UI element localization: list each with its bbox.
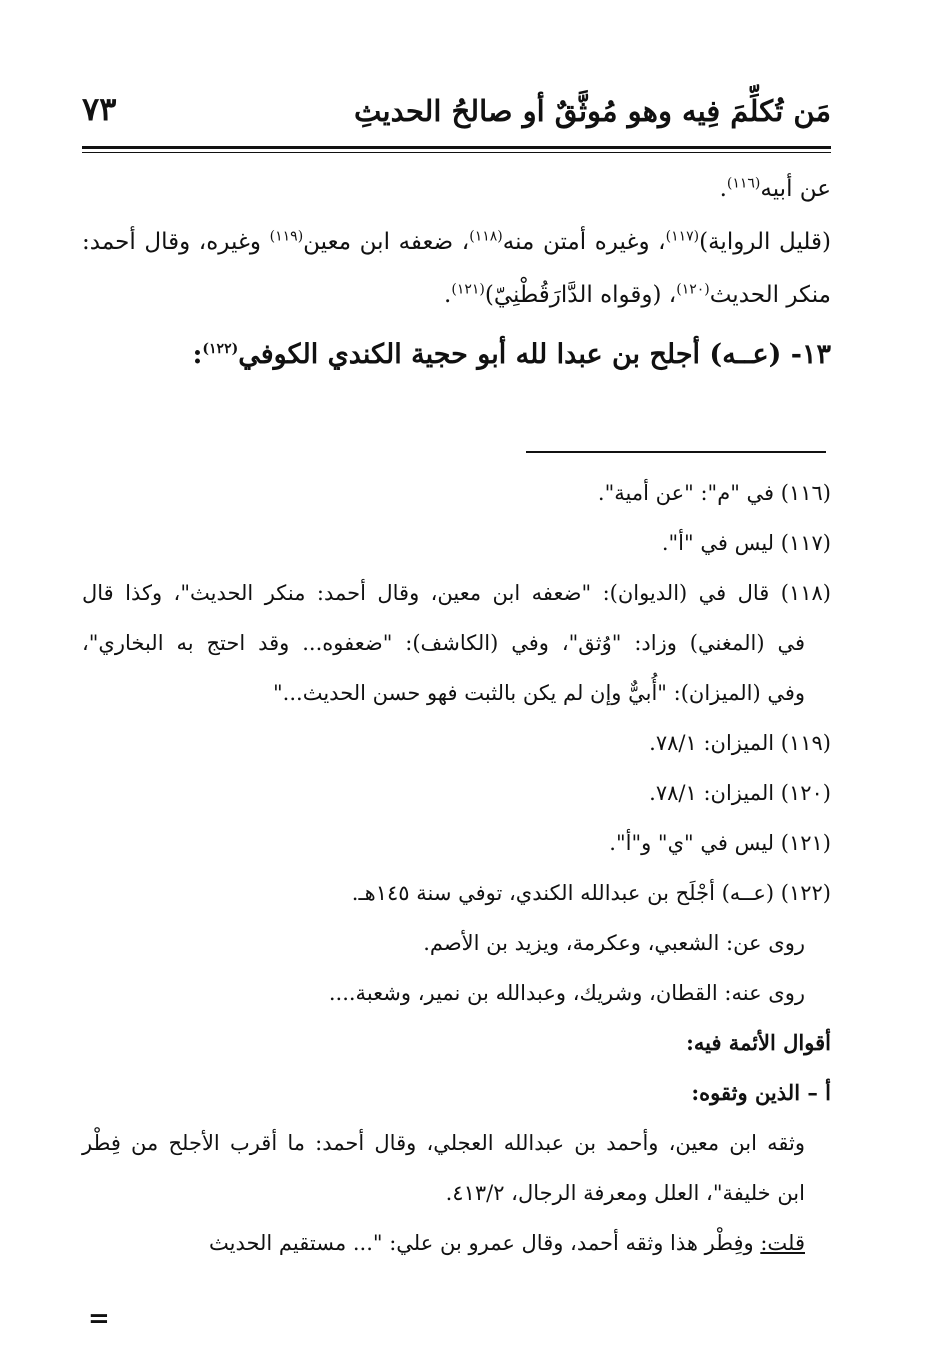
header-rule-thin [82, 152, 831, 153]
continuation-mark: = [88, 1304, 110, 1334]
body-line-1: عن أبيه$^{(١١٦)}$. [719, 175, 831, 202]
qultu-label: قلت: [760, 1231, 805, 1255]
footnote-ref-122[interactable]: (١٢٢) [202, 341, 239, 357]
footnote-ref-119[interactable]: (١١٩) [269, 228, 304, 245]
footnote-117: (١١٧) ليس في "أ". [661, 531, 831, 555]
footnote-paragraph-2: قلت: وفِطْر هذا وثقه أحمد، وقال عمرو بن علي: "... مستقيم الحديث [208, 1231, 805, 1255]
footnote-paragraph-1-line-2: ابن خليفة"، العلل ومعرفة الرجال، ٤١٣/٢. [445, 1181, 805, 1205]
footnote-116: (١١٦) في "م": "عن أمية". [597, 481, 831, 505]
footnote-heading-trusted: أ – الذين وثقوه: [691, 1080, 831, 1105]
footnote-118-line-2: في (المغني) وزاد: "وُثق"، وفي (الكاشف): "ضعفوه... وقد احتج به البخاري"، [82, 631, 805, 655]
footnote-121: (١٢١) ليس في "ي" و"أ". [609, 831, 831, 855]
footnote-118-line-1: (١١٨) قال في (الديوان): "ضعفه ابن معين، وقال أحمد: منكر الحديث"، وكذا قال [82, 581, 831, 605]
footnote-ref-116[interactable]: (١١٦) [726, 175, 761, 192]
footnote-ref-117[interactable]: (١١٧) [665, 228, 700, 245]
header-rule-thick [82, 146, 831, 149]
footnote-paragraph-1-line-1: وثقه ابن معين، وأحمد بن عبدالله العجلي، وقال أحمد: ما أقرب الأجلح من فِطْر [82, 1131, 805, 1155]
footnote-119: (١١٩) الميزان: ٧٨/١. [649, 731, 831, 755]
body-paragraph-2: (قليل الرواية)$^{(١١٧)}$، وغيره أمتن منه$^{(١١٨)}$، ضعفه ابن معين$^{(١١٩)}$ وغيره، وقال أحمد: منكر الحديث$^{(١٢٠)}$، (وقواه الدَّارَقُطْنِيّ)$^{(١٢١)}$. [82, 228, 831, 308]
main-text [82, 163, 831, 381]
footnote-120: (١٢٠) الميزان: ٧٨/١. [649, 781, 831, 805]
footnote-122-line-1: (١٢٢) (عــه) أجْلَح بن عبدالله الكندي، توفي سنة ١٤٥هـ. [351, 881, 831, 905]
page-number: ٧٣ [82, 90, 117, 128]
chapter-title: مَن تُكلِّمَ فِيه وهو مُوثَّقٌ أو صالحُ الحديثِ [354, 94, 831, 128]
footnote-122-line-3: روى عنه: القطان، وشريك، وعبدالله بن نمير، وشعبة.... [328, 981, 805, 1005]
footnote-ref-121[interactable]: (١٢١) [451, 281, 485, 298]
footnote-separator [526, 451, 826, 453]
footnote-118-line-3: وفي (الميزان): "أُبيٌّ وإن لم يكن بالثبت فهو حسن الحديث..." [273, 681, 805, 705]
footnote-ref-120[interactable]: (١٢٠) [676, 281, 710, 298]
entry-heading: ١٣- (عــه) أجلح بن عبدا لله أبو حجية الكندي الكوفي$^{(١٢٢)}$: [192, 339, 831, 370]
footnotes [82, 468, 831, 1268]
footnote-122-line-2: روى عن: الشعبي، وعكرمة، ويزيد بن الأصم. [423, 931, 805, 955]
footnote-ref-118[interactable]: (١١٨) [469, 228, 503, 245]
running-header [82, 88, 831, 140]
footnote-heading-opinions: أقوال الأئمة فيه: [686, 1030, 831, 1055]
